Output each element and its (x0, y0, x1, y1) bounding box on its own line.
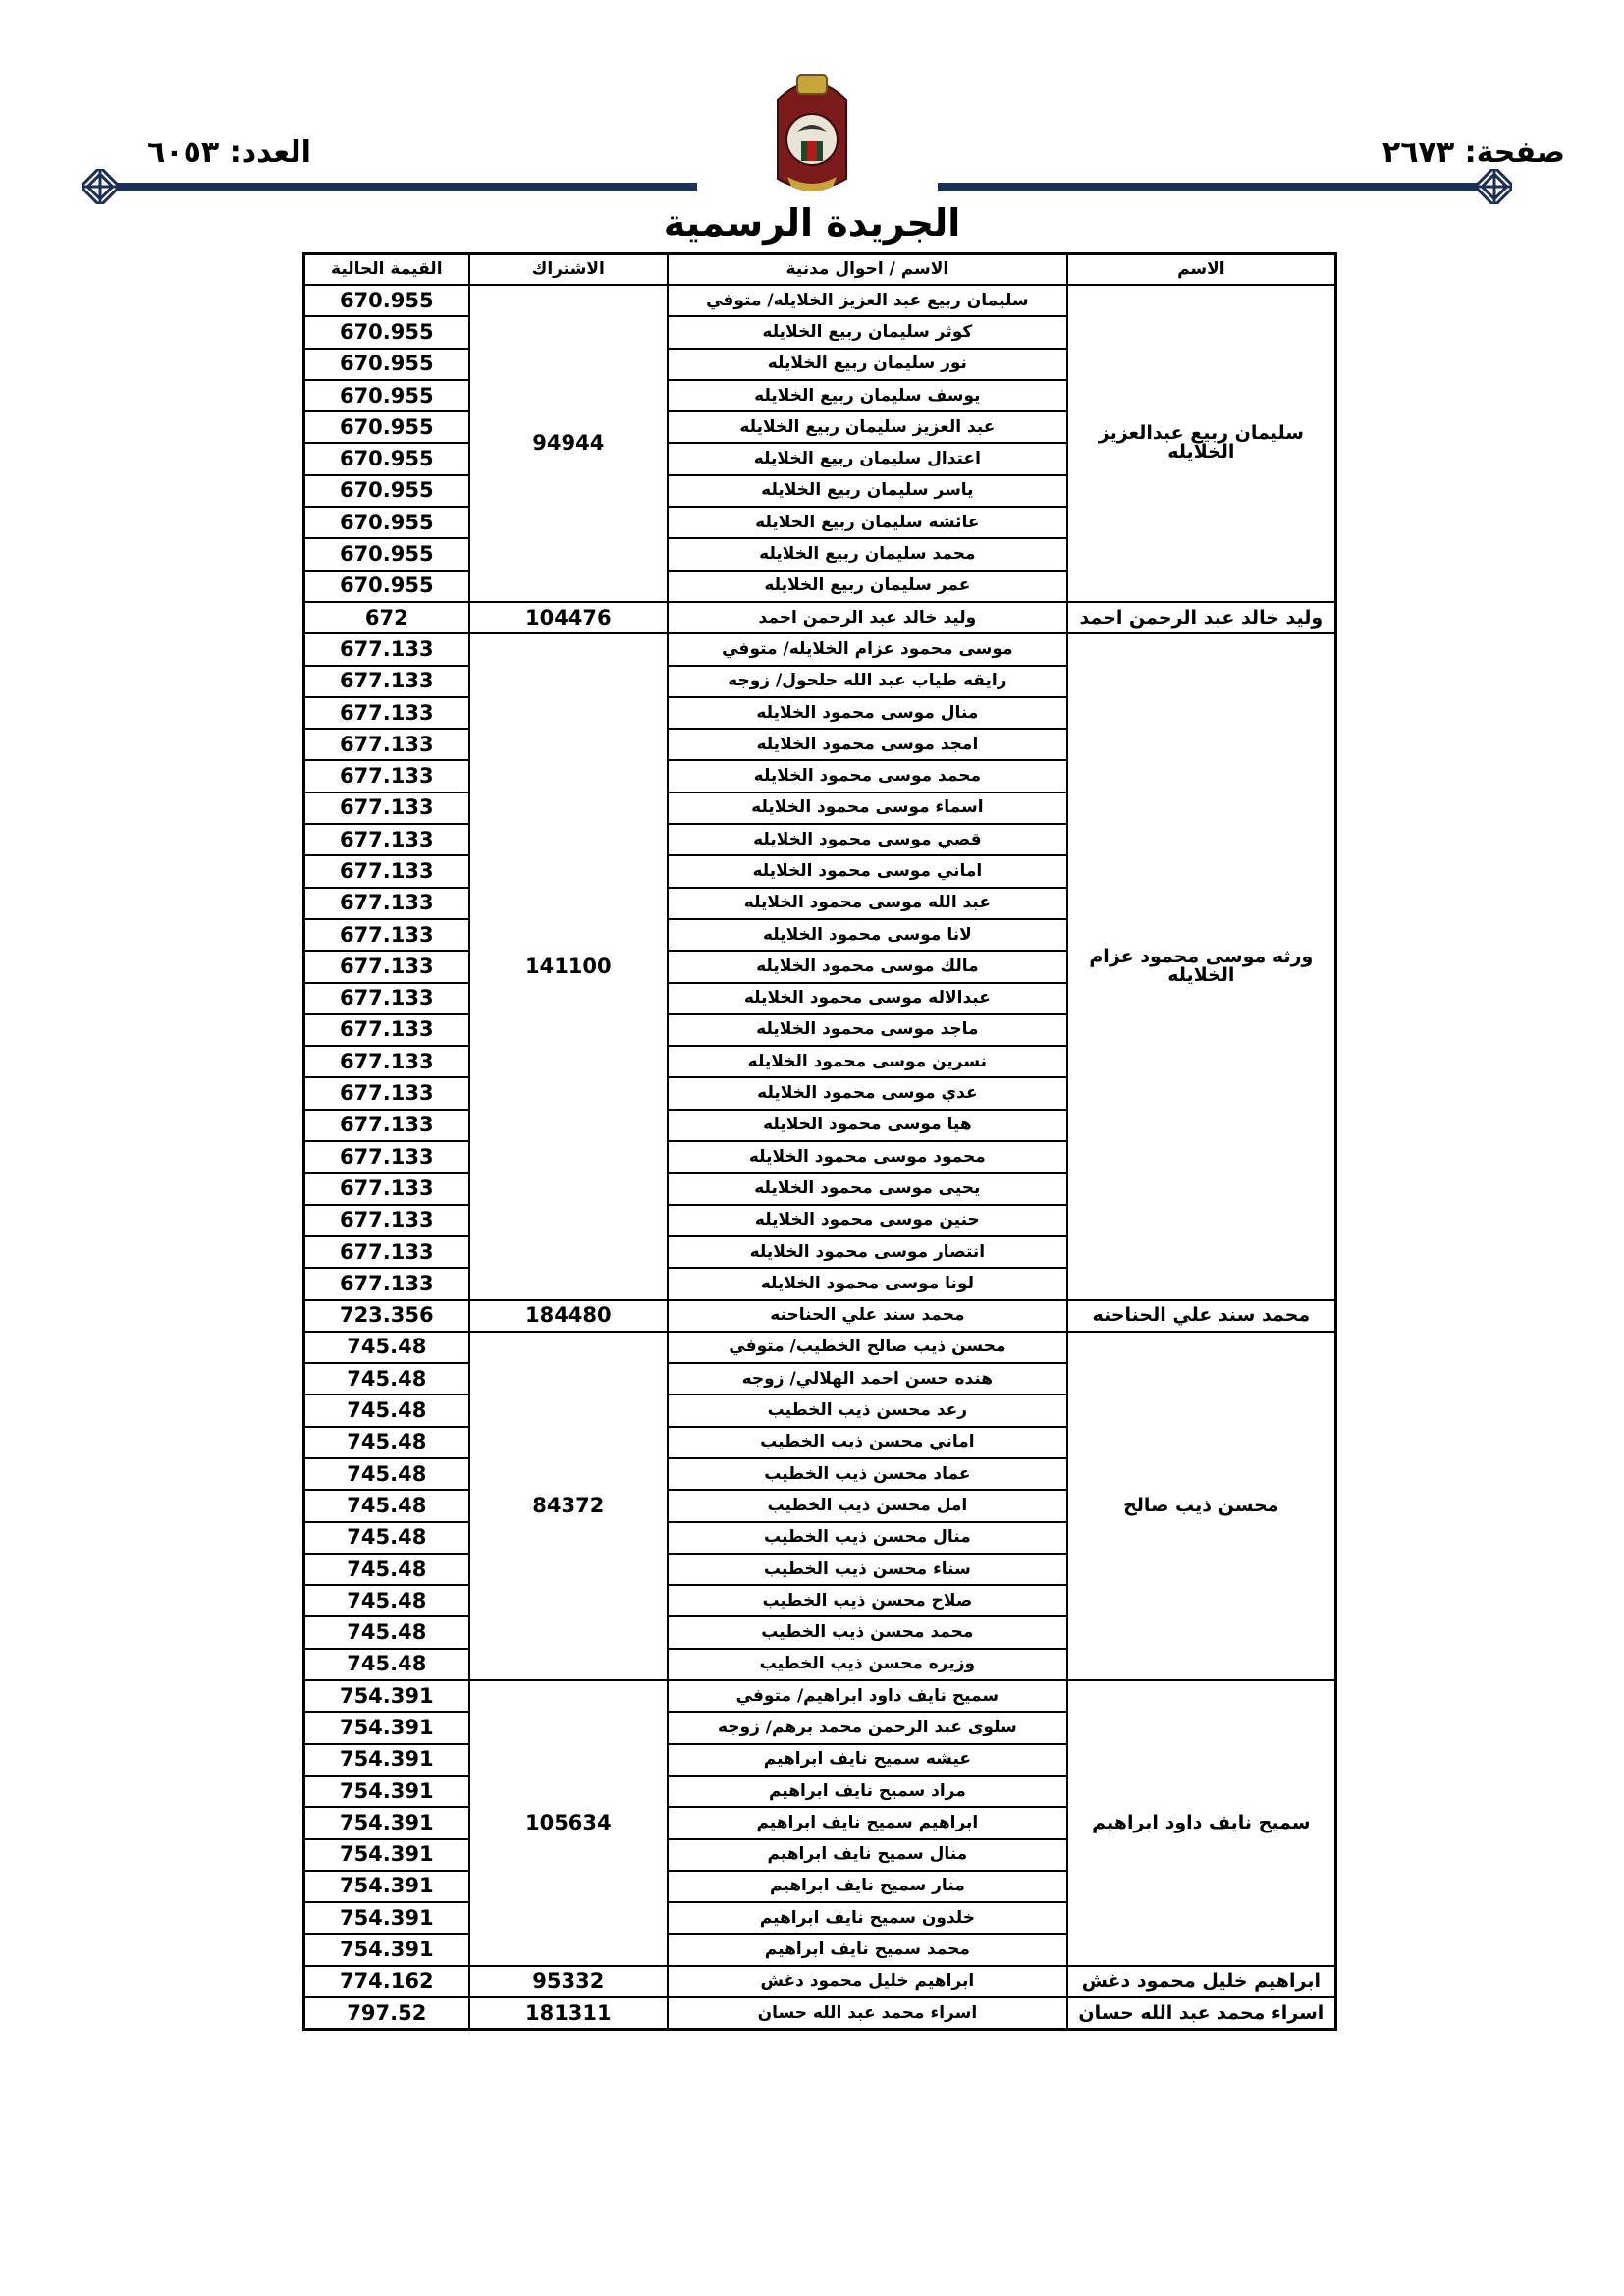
current-value-cell: 670.955 (304, 411, 469, 443)
column-header-subscription: الاشتراك (469, 254, 668, 285)
beneficiary-cell: سميح نايف داود ابراهيم/ متوفي (668, 1680, 1067, 1712)
beneficiary-cell: وزيره محسن ذيب الخطيب (668, 1649, 1067, 1680)
current-value-cell: 677.133 (304, 793, 469, 824)
beneficiary-cell: منال محسن ذيب الخطيب (668, 1522, 1067, 1554)
group-name-cell: محسن ذيب صالح (1067, 1332, 1335, 1680)
beneficiary-cell: عماد محسن ذيب الخطيب (668, 1458, 1067, 1490)
table-row (304, 1680, 1335, 1712)
knot-ornament-icon (82, 169, 118, 204)
group-name-cell: وليد خالد عبد الرحمن احمد (1067, 602, 1335, 633)
current-value-cell: 677.133 (304, 760, 469, 792)
current-value-cell: 754.391 (304, 1871, 469, 1902)
current-value-cell: 677.133 (304, 697, 469, 729)
page-number: صفحة: ٢٦٧٣ (1381, 136, 1565, 170)
current-value-cell: 677.133 (304, 633, 469, 665)
beneficiary-cell: منال موسى محمود الخلايله (668, 697, 1067, 729)
subscription-cell: 184480 (469, 1300, 668, 1332)
current-value-cell: 677.133 (304, 1077, 469, 1109)
beneficiary-cell: اعتدال سليمان ربيع الخلايله (668, 443, 1067, 474)
subscription-cell: 84372 (469, 1332, 668, 1680)
current-value-cell: 754.391 (304, 1839, 469, 1871)
beneficiary-cell: اماني موسى محمود الخلايله (668, 855, 1067, 887)
beneficiary-cell: اماني محسن ذيب الخطيب (668, 1427, 1067, 1458)
header-rule-right (938, 183, 1478, 191)
current-value-cell: 754.391 (304, 1934, 469, 1965)
current-value-cell: 754.391 (304, 1744, 469, 1776)
group-name-cell: ابراهيم خليل محمود دغش (1067, 1966, 1335, 1997)
table-row (304, 1300, 1335, 1332)
issue-number: العدد: ٦٠٥٣ (147, 136, 311, 170)
current-value-cell: 670.955 (304, 443, 469, 474)
current-value-cell: 745.48 (304, 1522, 469, 1554)
beneficiary-cell: عدي موسى محمود الخلايله (668, 1077, 1067, 1109)
current-value-cell: 797.52 (304, 1997, 469, 2029)
current-value-cell: 677.133 (304, 1268, 469, 1299)
beneficiary-cell: محمد سميح نايف ابراهيم (668, 1934, 1067, 1965)
current-value-cell: 754.391 (304, 1902, 469, 1934)
current-value-cell: 670.955 (304, 316, 469, 348)
group-name-cell: محمد سند علي الحناحنه (1067, 1300, 1335, 1332)
group-name-cell: اسراء محمد عبد الله حسان (1067, 1997, 1335, 2029)
beneficiary-cell: رعد محسن ذيب الخطيب (668, 1394, 1067, 1426)
subscription-cell: 95332 (469, 1966, 668, 1997)
current-value-cell: 672 (304, 602, 469, 633)
table-body (304, 285, 1335, 2029)
beneficiary-cell: اسراء محمد عبد الله حسان (668, 1997, 1067, 2029)
current-value-cell: 745.48 (304, 1649, 469, 1680)
current-value-cell: 677.133 (304, 1141, 469, 1173)
beneficiary-cell: هيا موسى محمود الخلايله (668, 1110, 1067, 1141)
beneficiary-cell: كوثر سليمان ربيع الخلايله (668, 316, 1067, 348)
beneficiaries-table (302, 252, 1337, 2031)
beneficiary-cell: خلدون سميح نايف ابراهيم (668, 1902, 1067, 1934)
current-value-cell: 754.391 (304, 1680, 469, 1712)
current-value-cell: 745.48 (304, 1427, 469, 1458)
beneficiary-cell: ابراهيم سميح نايف ابراهيم (668, 1807, 1067, 1838)
current-value-cell: 670.955 (304, 380, 469, 411)
beneficiary-cell: ماجد موسى محمود الخلايله (668, 1014, 1067, 1046)
subscription-cell: 104476 (469, 602, 668, 633)
beneficiary-cell: محمد سند علي الحناحنه (668, 1300, 1067, 1332)
current-value-cell: 774.162 (304, 1966, 469, 1997)
beneficiary-cell: سناء محسن ذيب الخطيب (668, 1554, 1067, 1585)
current-value-cell: 670.955 (304, 349, 469, 380)
current-value-cell: 677.133 (304, 729, 469, 760)
current-value-cell: 670.955 (304, 285, 469, 316)
beneficiary-cell: لونا موسى محمود الخلايله (668, 1268, 1067, 1299)
beneficiary-cell: مالك موسى محمود الخلايله (668, 951, 1067, 982)
current-value-cell: 677.133 (304, 1173, 469, 1204)
table-row (304, 285, 1335, 316)
beneficiary-cell: انتصار موسى محمود الخلايله (668, 1236, 1067, 1268)
current-value-cell: 745.48 (304, 1363, 469, 1394)
beneficiary-cell: عائشه سليمان ربيع الخلايله (668, 507, 1067, 538)
table-header-row (304, 254, 1335, 285)
beneficiary-cell: عبدالاله موسى محمود الخلايله (668, 983, 1067, 1014)
current-value-cell: 670.955 (304, 571, 469, 602)
current-value-cell: 745.48 (304, 1554, 469, 1585)
current-value-cell: 745.48 (304, 1490, 469, 1521)
table-row (304, 633, 1335, 665)
knot-ornament-icon (1477, 169, 1512, 204)
beneficiary-cell: رايقه طياب عبد الله حلحول/ زوجه (668, 666, 1067, 697)
current-value-cell: 754.391 (304, 1807, 469, 1838)
current-value-cell: 677.133 (304, 919, 469, 951)
current-value-cell: 723.356 (304, 1300, 469, 1332)
group-name-cell: سليمان ربيع عبدالعزيز الخلايله (1067, 285, 1335, 602)
beneficiary-cell: نسرين موسى محمود الخلايله (668, 1046, 1067, 1077)
subscription-cell: 94944 (469, 285, 668, 602)
beneficiary-cell: صلاح محسن ذيب الخطيب (668, 1585, 1067, 1616)
beneficiary-cell: نور سليمان ربيع الخلايله (668, 349, 1067, 380)
current-value-cell: 670.955 (304, 507, 469, 538)
current-value-cell: 677.133 (304, 1205, 469, 1236)
column-header-name: الاسم (1067, 254, 1335, 285)
beneficiary-cell: سلوى عبد الرحمن محمد برهم/ زوجه (668, 1712, 1067, 1743)
beneficiary-cell: حنين موسى محمود الخلايله (668, 1205, 1067, 1236)
subscription-cell: 141100 (469, 633, 668, 1299)
current-value-cell: 677.133 (304, 1014, 469, 1046)
column-header-civil-name: الاسم / احوال مدنية (668, 254, 1067, 285)
group-name-cell: سميح نايف داود ابراهيم (1067, 1680, 1335, 1966)
beneficiary-cell: محمد محسن ذيب الخطيب (668, 1616, 1067, 1648)
current-value-cell: 745.48 (304, 1585, 469, 1616)
beneficiary-cell: عمر سليمان ربيع الخلايله (668, 571, 1067, 602)
beneficiary-cell: قصي موسى محمود الخلايله (668, 824, 1067, 855)
beneficiary-cell: ابراهيم خليل محمود دغش (668, 1966, 1067, 1997)
current-value-cell: 677.133 (304, 1236, 469, 1268)
beneficiary-cell: ياسر سليمان ربيع الخلايله (668, 475, 1067, 507)
current-value-cell: 677.133 (304, 888, 469, 919)
beneficiary-cell: عيشه سميح نايف ابراهيم (668, 1744, 1067, 1776)
beneficiary-cell: سليمان ربيع عبد العزيز الخلايله/ متوفي (668, 285, 1067, 316)
beneficiary-cell: يوسف سليمان ربيع الخلايله (668, 380, 1067, 411)
current-value-cell: 677.133 (304, 983, 469, 1014)
current-value-cell: 745.48 (304, 1332, 469, 1363)
beneficiary-cell: منال سميح نايف ابراهيم (668, 1839, 1067, 1871)
current-value-cell: 677.133 (304, 1046, 469, 1077)
current-value-cell: 670.955 (304, 538, 469, 570)
current-value-cell: 677.133 (304, 951, 469, 982)
beneficiary-cell: منار سميح نايف ابراهيم (668, 1871, 1067, 1902)
beneficiary-cell: محسن ذيب صالح الخطيب/ متوفي (668, 1332, 1067, 1363)
current-value-cell: 677.133 (304, 666, 469, 697)
beneficiary-cell: اسماء موسى محمود الخلايله (668, 793, 1067, 824)
page-title: الجريدة الرسمية (663, 201, 961, 245)
beneficiary-cell: محمد موسى محمود الخلايله (668, 760, 1067, 792)
beneficiary-cell: لانا موسى محمود الخلايله (668, 919, 1067, 951)
coat-of-arms-emblem (768, 71, 856, 198)
current-value-cell: 745.48 (304, 1394, 469, 1426)
header-rule-left (118, 183, 697, 191)
current-value-cell: 745.48 (304, 1458, 469, 1490)
beneficiary-cell: موسى محمود عزام الخلايله/ متوفي (668, 633, 1067, 665)
beneficiary-cell: عبد العزيز سليمان ربيع الخلايله (668, 411, 1067, 443)
table-row (304, 1966, 1335, 1997)
beneficiary-cell: هنده حسن احمد الهلالي/ زوجه (668, 1363, 1067, 1394)
table-row (304, 1332, 1335, 1363)
current-value-cell: 745.48 (304, 1616, 469, 1648)
current-value-cell: 677.133 (304, 855, 469, 887)
beneficiary-cell: محمود موسى محمود الخلايله (668, 1141, 1067, 1173)
group-name-cell: ورثه موسى محمود عزام الخلايله (1067, 633, 1335, 1299)
beneficiary-cell: امجد موسى محمود الخلايله (668, 729, 1067, 760)
beneficiary-cell: يحيى موسى محمود الخلايله (668, 1173, 1067, 1204)
subscription-cell: 105634 (469, 1680, 668, 1966)
current-value-cell: 754.391 (304, 1776, 469, 1807)
subscription-cell: 181311 (469, 1997, 668, 2029)
beneficiary-cell: مراد سميح نايف ابراهيم (668, 1776, 1067, 1807)
beneficiary-cell: عبد الله موسى محمود الخلايله (668, 888, 1067, 919)
beneficiary-cell: محمد سليمان ربيع الخلايله (668, 538, 1067, 570)
current-value-cell: 677.133 (304, 824, 469, 855)
current-value-cell: 754.391 (304, 1712, 469, 1743)
column-header-current-value: القيمة الحالية (304, 254, 469, 285)
current-value-cell: 677.133 (304, 1110, 469, 1141)
table-row (304, 1997, 1335, 2029)
current-value-cell: 670.955 (304, 475, 469, 507)
beneficiary-cell: وليد خالد عبد الرحمن احمد (668, 602, 1067, 633)
table-row (304, 602, 1335, 633)
beneficiary-cell: امل محسن ذيب الخطيب (668, 1490, 1067, 1521)
